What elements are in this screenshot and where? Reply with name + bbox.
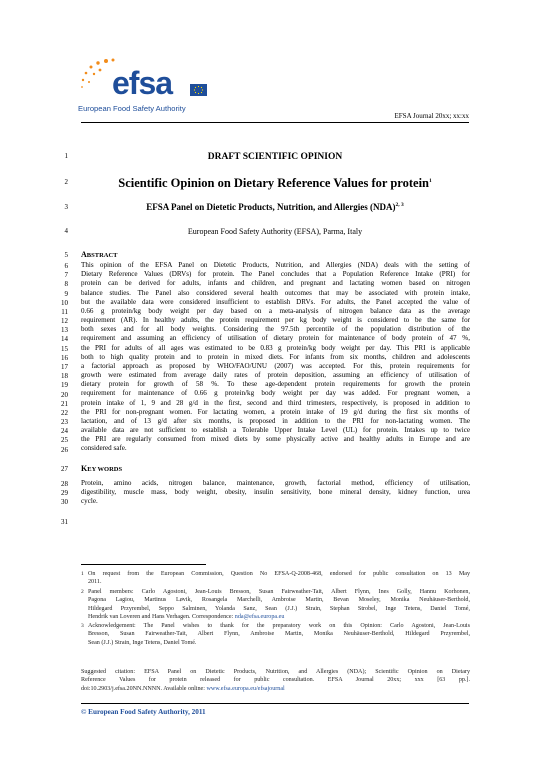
header-divider [81,122,469,123]
line-number: 13 [61,326,68,335]
line-number: 24 [61,427,68,436]
citation-line: doi:10.2903/j.efsa.20NN.NNNN. Available online: www.efsa.europa.eu/efsajournal [81,685,285,692]
line-number: 7 [64,271,68,280]
keywords-line: cycle. [81,497,98,506]
abstract-line: the PRI are regularly consumed from mixed diets by some physically active and healthy adults in Europe and are [81,435,470,444]
footnote-line: On request from the European Commission, Question No EFSA-Q-2008-468, endorsed for public consultation on 13 May [88,571,470,577]
line-number: 1 [64,152,68,160]
line-number: 11 [61,307,68,316]
line-number: 3 [64,203,68,211]
citation-line: Suggested citation: EFSA Panel on Dietetic Products, Nutrition, and Allergies (NDA); Scientific Opinion on Dietary [81,669,470,675]
panel-name: EFSA Panel on Dietetic Products, Nutrition, and Allergies (NDA)$^{2, 3}$ [146,202,404,212]
line-number: 22 [61,408,68,417]
line-number: 10 [61,298,68,307]
line-number: 23 [61,418,68,427]
line-number: 4 [64,227,68,235]
page-title: Scientific Opinion on Dietary Reference Values for protein$^1$ [118,176,432,190]
footer-divider [81,703,469,704]
abstract-line: growth were estimated from average daily rates of protein deposition, assuming an efficiency of utilisation of [81,371,470,380]
abstract-line: but the available data were considered insufficient to establish DRVs. For adults, the Panel accepted the value of [81,297,470,306]
footnote-1: 1 On request from the European Commission, Question No EFSA-Q-2008-468, endorsed for public consultation on 13 May 2011. [81,571,470,586]
footnote-line: Sean (J.J.) Strain, Inge Tetens, Daniel Tomé. [88,639,197,646]
abstract-line: balance studies. The Panel also considered several health outcomes that may be associated with protein intake, [81,288,470,297]
journal-reference: EFSA Journal 20xx; xx:xx [394,112,469,120]
abstract-line: lactation, and of 13 g/d after six months, is proposed in addition to the PRI for non-lactating women. The [81,416,470,425]
line-number: 9 [64,289,68,298]
abstract-line: the PRI for non-pregnant women. For lactating women, a protein intake of 19 g/d during the first six months of [81,407,470,416]
abstract-line: protein intake of 1, 9 and 28 g/d in the first, second and third trimesters, respectively, is proposed in addition to [81,398,470,407]
line-number: 2 [64,178,68,186]
abstract-line: the PRI for adults of all ages was estimated to be 0.83 g protein/kg body weight per day. This PRI is applicable [81,343,470,352]
abstract-line: requirement and assuming an efficiency of utilisation of dietary protein for maintenance of body protein of 47 %, [81,334,470,343]
abstract-line: available data are not sufficient to establish a Tolerable Upper Intake Level (UL) for protein. Intakes up to twice [81,426,470,435]
line-number: 17 [61,363,68,371]
authority-affiliation: European Food Safety Authority (EFSA), Parma, Italy [187,227,363,236]
journal-link[interactable]: www.efsa.europa.eu/efsajournal [206,685,285,692]
suggested-citation [81,668,470,693]
line-number: 14 [61,335,68,344]
keywords-line: Protein, amino acids, nitrogen balance, maintenance, growth, factorial method, efficiency of utilisation, [81,479,470,487]
line-number: 12 [61,317,68,326]
abstract-line: considered safe. [81,444,127,453]
line-number: 29 [61,489,68,498]
keywords-line: digestibility, muscle mass, body weight, obesity, insulin sensitivity, bone mineral density, kidney function, urea [81,488,470,497]
abstract-heading: ABSTRACT [81,250,118,259]
footnote-divider [81,564,206,565]
logo-tagline: European Food Safety Authority [78,104,186,113]
line-number: 25 [61,436,68,445]
abstract-line: requirement for maintenance of 0.66 g protein/kg body weight per day was added. For pregnant women, a [81,389,470,398]
abstract-line: dietary protein for growth of 58 %. To these age-dependent protein requirements for growth the protein [81,380,470,389]
footnote-3: 3 Acknowledgement: The Panel wishes to thank for the preparatory work on this Opinion: Carlo Agostoni, Jean-Louis Bresson, Susan Fairweather-Tait, Albert Flynn, Ambroise Martin, Monika Neuhäuser-Berthold, Hildegard Przyrembel, Sean (J.J.) Strain, Inge Tetens, Daniel Tomé. [81,623,470,646]
footnote-line: Acknowledgement: The Panel wishes to thank for the preparatory work on this Opinion: Carlo Agostoni, Jean-Louis [88,623,470,629]
footnote-line: Pagona Lagiou, Martinus Løvik, Rosangela Marchelli, Ambroise Martin, Bevan Moseley, Monika Neuhäuser-Berthold, [88,597,470,604]
abstract-line: a factorial approach as proposed by WHO/FAO/UNU (2007) was accepted. For this, protein requirements for [81,361,470,370]
line-number: 20 [61,390,68,399]
abstract-line: protein can be derived for adults, infants and children, and pregnant and lactating women based on nitrogen [81,279,470,288]
correspondence-email-link[interactable]: nda@efsa.europa.eu [234,613,285,620]
line-number: 6 [64,262,68,270]
line-number: 16 [61,353,68,362]
footnote-line: Bresson, Susan Fairweather-Tait, Albert Flynn, Ambroise Martin, Monika Neuhäuser-Berthold, Hildegard Przyrembel, [88,631,470,638]
line-number: 28 [61,480,68,488]
line-number: 8 [64,280,68,289]
line-number: 19 [61,381,68,390]
line-number: 26 [61,445,68,454]
efsa-logo [78,55,218,117]
abstract-line: requirement (AR). In healthy adults, the protein requirement per kg body weight is considered to be the same for [81,316,470,325]
line-number: 27 [61,465,68,473]
abstract-line: both to high quality protein and to protein in mixed diets. For infants from six months, children and adolescents [81,352,470,361]
abstract-body [81,261,470,454]
footnote-line: Panel members: Carlo Agostoni, Jean-Louis Bresson, Susan Fairweather-Tait, Albert Flynn, Ines Golly, Hannu Korhonen, [88,589,470,595]
line-number: 18 [61,372,68,381]
keywords-body [81,479,470,507]
eu-flag-icon [190,84,207,96]
abstract-line: This opinion of the EFSA Panel on Dietetic Products, Nutrition, and Allergies (NDA) deals with the setting of [81,261,470,269]
footnote-2: 2 Panel members: Carlo Agostoni, Jean-Louis Bresson, Susan Fairweather-Tait, Albert Flynn, Ines Golly, Hannu Korhonen, Pagona Lagiou, Martinus Løvik, Rosangela Marchelli, Ambroise Martin, Bevan Moseley, Monika Neuhäuser-Berthold, Hildegard Przyrembel, Seppo Salminen, Yolanda Sanz, Sean (J.J.) Strain, Stephan Strobel, Inge Tetens, Daniel Tomé, Hendrik van Loveren and Hans Verhagen. Correspondence: nda@efsa.europa.eu [81,589,470,620]
line-number: 15 [61,344,68,353]
line-number: 31 [61,518,68,526]
abstract-line: 0.66 g protein/kg body weight per day based on a meta-analysis of nitrogen balance data as the average [81,306,470,315]
keywords-heading: KEY WORDS [81,464,123,473]
copyright-footer: © European Food Safety Authority, 2011 [81,708,206,716]
abstract-line: Dietary Reference Values (DRVs) for protein. The Panel concludes that a Population Reference Intake (PRI) for [81,270,470,279]
citation-line: Reference Values for protein released for public consultation. EFSA Journal 20xx; xxx [63 pp.]. [81,677,470,684]
footnote-line: 2011. [88,579,102,586]
abstract-line: both sexes and for all body weights. Considering the 97.5th percentile of the population distribution of the [81,325,470,334]
line-number: 30 [61,498,68,507]
line-number: 5 [64,251,68,259]
logo-wordmark: efsa [112,65,173,101]
line-number: 21 [61,399,68,408]
footnote-line: Hildegard Przyrembel, Seppo Salminen, Yolanda Sanz, Sean (J.J.) Strain, Stephan Strobel, Inge Tetens, Daniel Tomé, [88,605,470,612]
draft-label: DRAFT SCIENTIFIC OPINION [207,152,343,162]
footnote-line: Hendrik van Loveren and Hans Verhagen. Correspondence: nda@efsa.europa.eu [88,613,285,620]
